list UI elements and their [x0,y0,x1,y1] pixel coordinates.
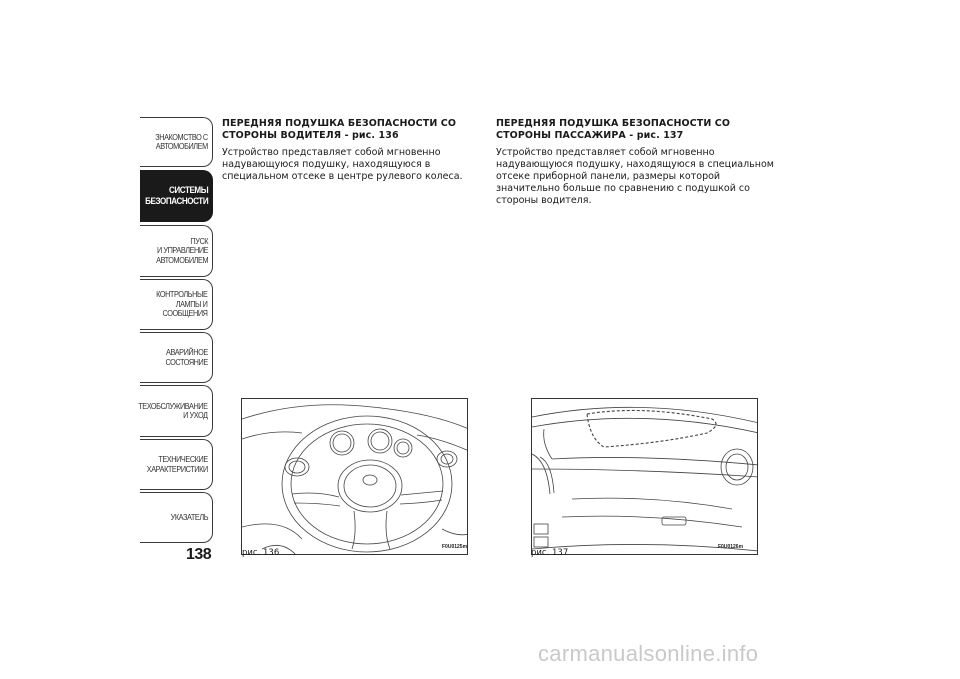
section-body: Устройство представляет собой мгновенно надувающуюся подушку, находящуюся в специальном отсеке приборной панели, размеры которой значительно больше по сравнению с подушкой со стороны водителя. [496,147,774,206]
tab-technical-specs[interactable] [140,439,213,490]
tab-warning-lights[interactable] [140,279,213,330]
figure-code: F0U0126m [718,544,744,550]
passenger-dashboard-illustration [532,399,758,555]
tab-index[interactable] [140,492,213,543]
steering-wheel-illustration [242,399,468,555]
watermark: carmanualsonline.info [538,641,759,666]
tab-starting-driving[interactable] [140,225,213,277]
tab-label: КОНТРОЛЬНЫЕ ЛАМПЫ И СООБЩЕНИЯ [156,289,208,319]
figure-caption: рис. 137 [531,548,569,558]
page-number: 138 [186,546,212,563]
section-heading: ПЕРЕДНЯЯ ПОДУШКА БЕЗОПАСНОСТИ СО СТОРОНЫ ВОДИТЕЛЯ - рис. 136 [222,118,457,141]
tab-label: ПУСК И УПРАВЛЕНИЕ АВТОМОБИЛЕМ [156,235,208,265]
tab-maintenance[interactable] [140,385,213,437]
tab-label: ТЕХНИЧЕСКИЕ ХАРАКТЕРИСТИКИ [146,454,208,474]
tab-emergency[interactable] [140,332,213,383]
tab-label: СИСТЕМЫ БЕЗОПАСНОСТИ [144,185,208,207]
figure-code: F0U0125m [442,544,468,550]
tab-label: ТЕХОБСЛУЖИВАНИЕ И УХОД [138,400,208,420]
right-column [496,118,776,207]
tab-introduction[interactable] [140,117,213,167]
section-heading: ПЕРЕДНЯЯ ПОДУШКА БЕЗОПАСНОСТИ СО СТОРОНЫ ПАССАЖИРА - рис. 137 [496,118,731,141]
left-column [222,118,492,183]
figure-caption: рис. 136 [242,548,280,558]
tab-label: УКАЗАТЕЛЬ [170,511,208,522]
section-body: Устройство представляет собой мгновенно надувающуюся подушку, находящуюся в специальном отсеке в центре рулевого колеса. [222,147,463,182]
figure-steering-wheel [241,398,468,555]
tab-safety-systems[interactable] [140,170,213,222]
tab-label: АВАРИЙНОЕ СОСТОЯНИЕ [165,347,208,367]
figure-passenger-dashboard [531,398,758,555]
tab-label: ЗНАКОМСТВО С АВТОМОБИЛЕМ [155,131,208,151]
